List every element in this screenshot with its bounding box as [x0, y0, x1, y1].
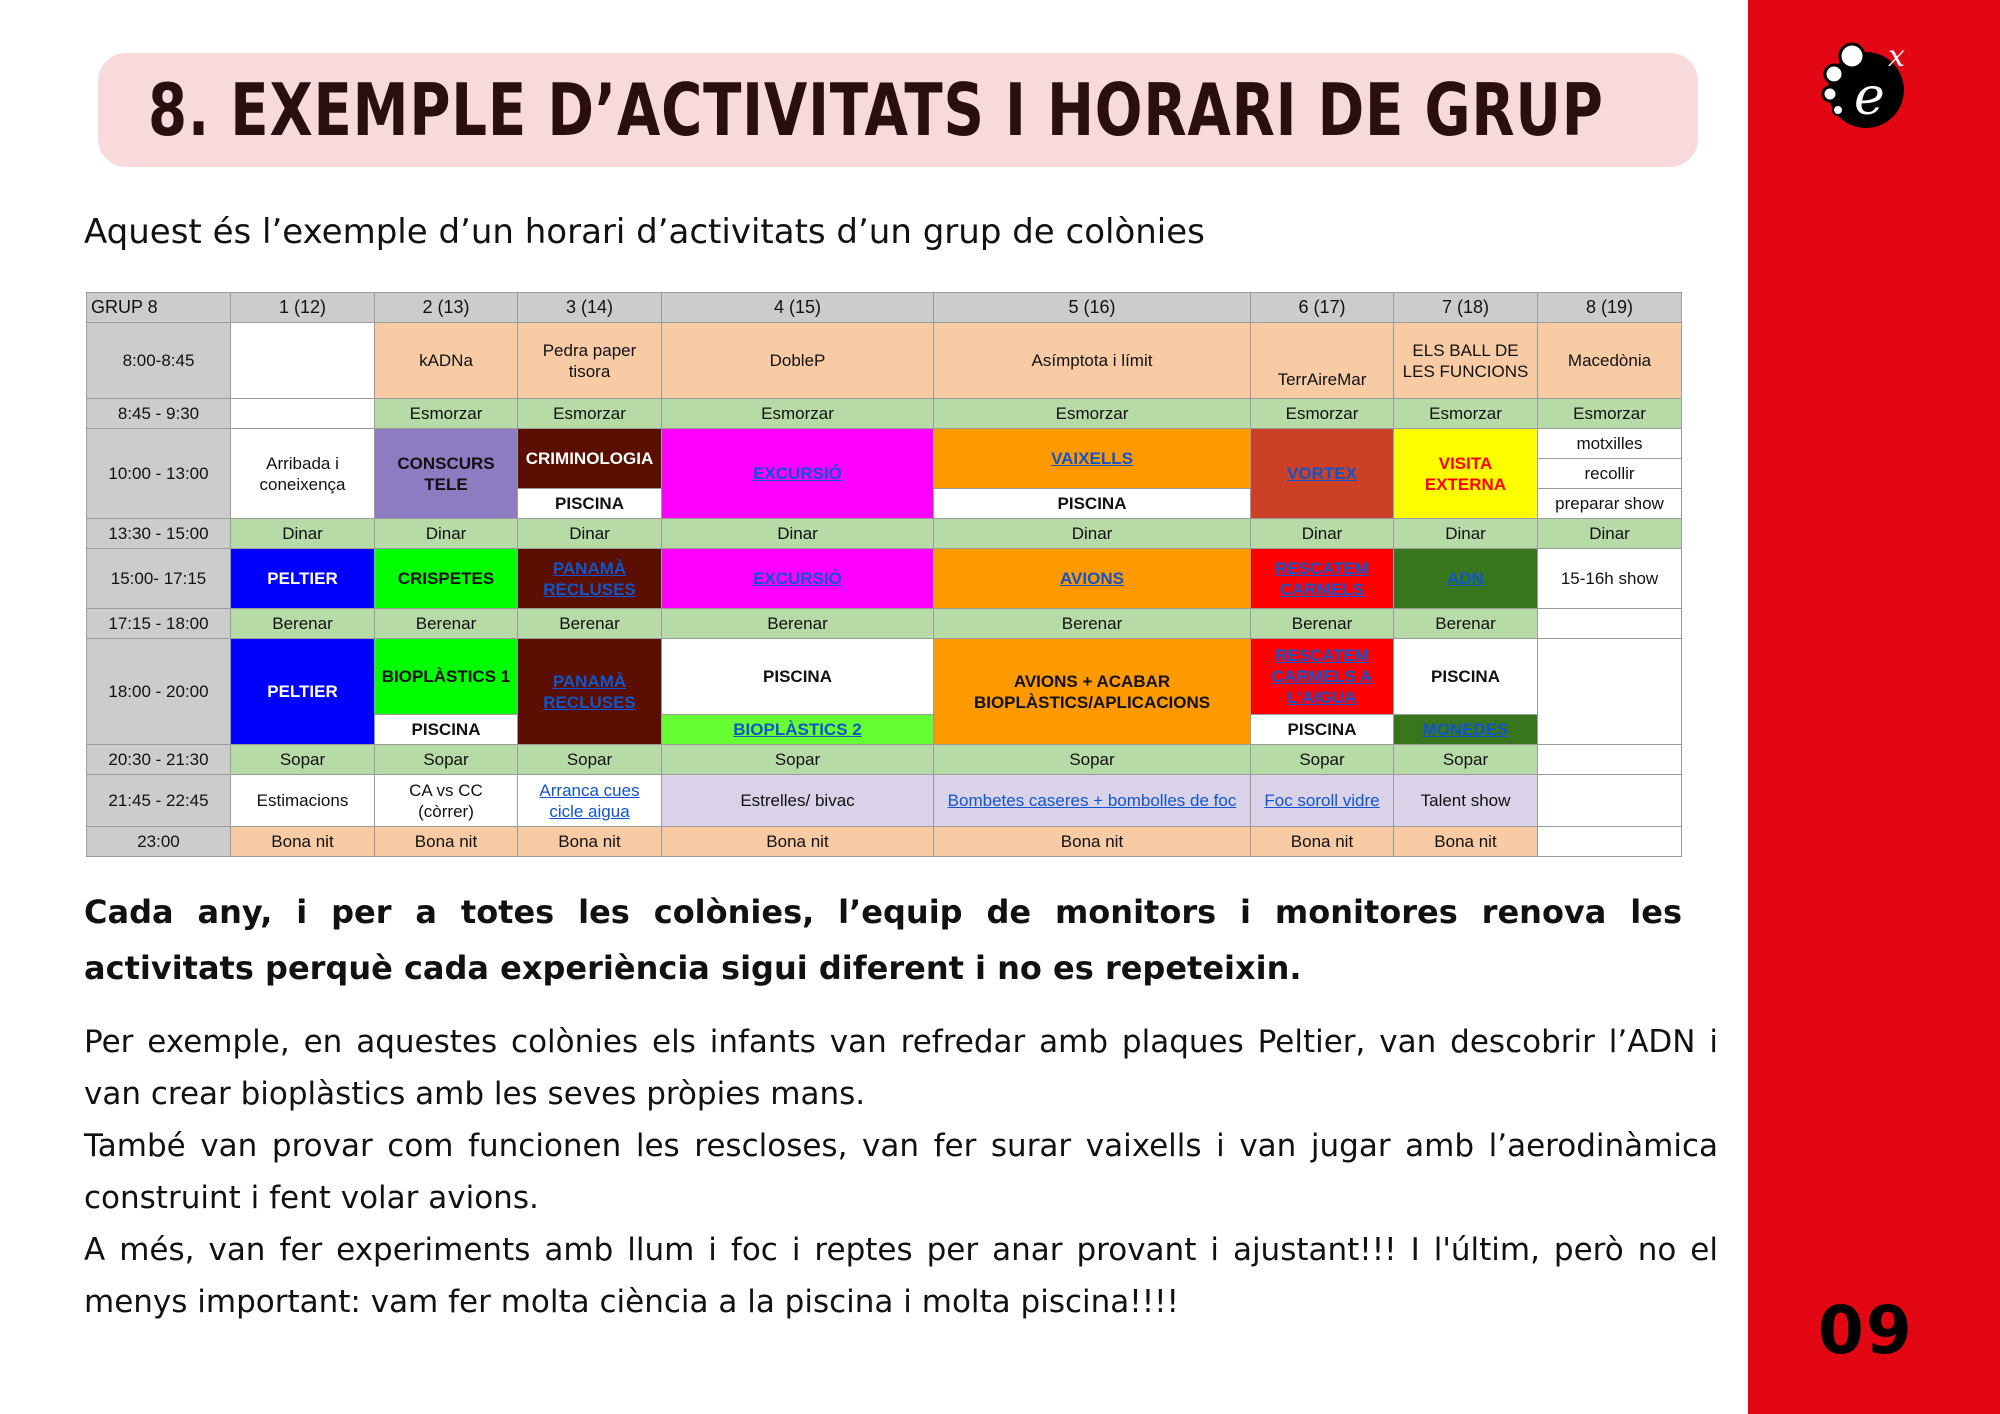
activity-cell: Arribada i coneixença	[231, 429, 375, 519]
svg-text:e: e	[1854, 67, 1885, 127]
day-header: 2 (13)	[375, 293, 518, 323]
activity-link[interactable]: Arranca cues cicle aigua	[539, 780, 640, 821]
activity-cell: PISCINA	[1251, 715, 1394, 745]
meal-cell: Esmorzar	[375, 399, 518, 429]
meal-cell: Esmorzar	[1538, 399, 1682, 429]
page-title: 8. EXEMPLE D’ACTIVITATS I HORARI DE GRUP	[148, 68, 1604, 152]
activity-cell: VISITA EXTERNA	[1394, 429, 1538, 519]
ex-logo-icon	[1818, 38, 1914, 134]
activity-cell: PISCINA	[934, 489, 1251, 519]
schedule-row	[87, 609, 1682, 639]
schedule-row	[87, 323, 1682, 399]
activity-link[interactable]: VAIXELLS	[1051, 449, 1133, 468]
schedule-row	[87, 827, 1682, 857]
activity-cell: motxilles	[1538, 429, 1682, 459]
activity-cell: Talent show	[1394, 775, 1538, 827]
night-cell: Bona nit	[518, 827, 662, 857]
activity-cell: AVIONS + ACABAR BIOPLÀSTICS/APLICACIONS	[934, 639, 1251, 745]
empty-cell	[1538, 639, 1682, 745]
activity-cell	[1394, 715, 1538, 745]
meal-cell: Dinar	[662, 519, 934, 549]
activity-cell	[934, 775, 1251, 827]
activity-cell	[934, 429, 1251, 489]
time-cell: 8:00-8:45	[87, 323, 231, 399]
group-label: GRUP 8	[87, 293, 231, 323]
time-cell: 17:15 - 18:00	[87, 609, 231, 639]
schedule-row	[87, 429, 1682, 459]
activity-link[interactable]: VORTEX	[1287, 464, 1357, 483]
day-header: 8 (19)	[1538, 293, 1682, 323]
activity-link[interactable]: AVIONS	[1060, 569, 1124, 588]
activity-cell	[662, 715, 934, 745]
meal-cell: Esmorzar	[934, 399, 1251, 429]
meal-cell: Berenar	[934, 609, 1251, 639]
activity-link[interactable]: ADN	[1447, 569, 1484, 588]
activity-cell: BIOPLÀSTICS 1	[375, 639, 518, 715]
meal-cell: Berenar	[231, 609, 375, 639]
meal-cell: Sopar	[231, 745, 375, 775]
activity-cell	[662, 429, 934, 519]
schedule-table	[86, 292, 1682, 857]
activity-link[interactable]: Bombetes caseres + bombolles de foc	[947, 791, 1237, 810]
activity-link[interactable]: MONEDES	[1422, 720, 1509, 739]
schedule-row	[87, 639, 1682, 715]
night-cell: Bona nit	[662, 827, 934, 857]
activity-cell: PISCINA	[518, 489, 662, 519]
activity-cell: preparar show	[1538, 489, 1682, 519]
meal-cell: Dinar	[1251, 519, 1394, 549]
meal-cell: Sopar	[375, 745, 518, 775]
meal-cell: Sopar	[934, 745, 1251, 775]
night-cell: Bona nit	[375, 827, 518, 857]
day-header: 7 (18)	[1394, 293, 1538, 323]
activity-cell	[1251, 429, 1394, 519]
schedule-row	[87, 519, 1682, 549]
empty-cell	[1538, 609, 1682, 639]
empty-cell	[231, 323, 375, 399]
schedule-row	[87, 399, 1682, 429]
time-cell: 13:30 - 15:00	[87, 519, 231, 549]
meal-cell: Dinar	[934, 519, 1251, 549]
schedule-header-row	[87, 293, 1682, 323]
activity-cell: PISCINA	[1394, 639, 1538, 715]
activity-cell: Macedònia	[1538, 323, 1682, 399]
meal-cell: Esmorzar	[1251, 399, 1394, 429]
body-text	[84, 1016, 1718, 1328]
activity-cell	[518, 549, 662, 609]
meal-cell: Dinar	[1394, 519, 1538, 549]
activity-cell: PELTIER	[231, 549, 375, 609]
body-paragraph: A més, van fer experiments amb llum i foc i reptes per anar provant i ajustant!!! I l'últim, però no el menys important: vam fer molta ciència a la piscina i molta piscina!!!!	[84, 1232, 1718, 1320]
schedule-row	[87, 549, 1682, 609]
intro-text: Aquest és l’exemple d’un horari d’activitats d’un grup de colònies	[84, 212, 1205, 252]
meal-cell: Berenar	[375, 609, 518, 639]
activity-cell	[662, 549, 934, 609]
day-header: 6 (17)	[1251, 293, 1394, 323]
meal-cell: Dinar	[1538, 519, 1682, 549]
activity-cell	[1251, 549, 1394, 609]
meal-cell: Esmorzar	[518, 399, 662, 429]
activity-cell: kADNa	[375, 323, 518, 399]
empty-cell	[1538, 745, 1682, 775]
schedule-row	[87, 775, 1682, 827]
day-header: 1 (12)	[231, 293, 375, 323]
meal-cell: Berenar	[1394, 609, 1538, 639]
activity-link[interactable]: Foc soroll vidre	[1264, 791, 1380, 810]
activity-cell: TerrAireMar	[1251, 323, 1394, 399]
activity-cell: DobleP	[662, 323, 934, 399]
night-cell: Bona nit	[1251, 827, 1394, 857]
activity-link[interactable]: RESCATEM CARMELS	[1274, 558, 1370, 599]
activity-cell: CRISPETES	[375, 549, 518, 609]
meal-cell: Dinar	[231, 519, 375, 549]
time-cell: 18:00 - 20:00	[87, 639, 231, 745]
body-paragraph: També van provar com funcionen les rescloses, van fer surar vaixells i van jugar amb l’aerodinàmica construint i fent volar avions.	[84, 1128, 1718, 1216]
meal-cell: Sopar	[1394, 745, 1538, 775]
meal-cell: Esmorzar	[662, 399, 934, 429]
meal-cell: Sopar	[518, 745, 662, 775]
time-cell: 23:00	[87, 827, 231, 857]
night-cell: Bona nit	[231, 827, 375, 857]
activity-link[interactable]: EXCURSIÓ	[753, 464, 842, 483]
activity-cell: Estrelles/ bivac	[662, 775, 934, 827]
time-cell: 21:45 - 22:45	[87, 775, 231, 827]
activity-cell: CONSCURS TELE	[375, 429, 518, 519]
activity-cell: recollir	[1538, 459, 1682, 489]
time-cell: 10:00 - 13:00	[87, 429, 231, 519]
time-cell: 15:00- 17:15	[87, 549, 231, 609]
meal-cell: Dinar	[375, 519, 518, 549]
day-header: 3 (14)	[518, 293, 662, 323]
activity-link[interactable]: RESCATEM CARMELS A L’AIGUA	[1271, 646, 1373, 707]
empty-cell	[1538, 827, 1682, 857]
activity-link[interactable]: PANAMÀ RECLUSES	[543, 671, 636, 712]
night-cell: Bona nit	[934, 827, 1251, 857]
activity-cell	[934, 549, 1251, 609]
body-paragraph: Per exemple, en aquestes colònies els infants van refredar amb plaques Peltier, van descobrir l’ADN i van crear bioplàstics amb les seves pròpies mans.	[84, 1024, 1718, 1112]
day-header: 5 (16)	[934, 293, 1251, 323]
meal-cell: Sopar	[662, 745, 934, 775]
highlight-paragraph: Cada any, i per a totes les colònies, l’equip de monitors i monitores renova les activitats perquè cada experiència sigui diferent i no es repeteixin.	[84, 893, 1682, 987]
activity-link[interactable]: EXCURSIÓ	[753, 569, 842, 588]
activity-cell	[518, 639, 662, 745]
meal-cell: Berenar	[1251, 609, 1394, 639]
activity-link[interactable]: BIOPLÀSTICS 2	[733, 720, 862, 739]
schedule-row	[87, 745, 1682, 775]
activity-cell: PISCINA	[662, 639, 934, 715]
activity-cell	[1251, 775, 1394, 827]
time-cell: 8:45 - 9:30	[87, 399, 231, 429]
activity-cell: CRIMINOLOGIA	[518, 429, 662, 489]
activity-cell: Pedra paper tisora	[518, 323, 662, 399]
activity-cell	[1251, 639, 1394, 715]
activity-cell: Asímptota i límit	[934, 323, 1251, 399]
activity-cell: PELTIER	[231, 639, 375, 745]
activity-cell: CA vs CC (còrrer)	[375, 775, 518, 827]
meal-cell: Berenar	[662, 609, 934, 639]
meal-cell: Dinar	[518, 519, 662, 549]
activity-cell: 15-16h show	[1538, 549, 1682, 609]
empty-cell	[1538, 775, 1682, 827]
side-bar	[1748, 0, 2000, 1414]
activity-cell: PISCINA	[375, 715, 518, 745]
activity-cell	[518, 775, 662, 827]
activity-cell	[1394, 549, 1538, 609]
night-cell: Bona nit	[1394, 827, 1538, 857]
activity-cell: ELS BALL DE LES FUNCIONS	[1394, 323, 1538, 399]
day-header: 4 (15)	[662, 293, 934, 323]
svg-text:x: x	[1888, 39, 1905, 74]
time-cell: 20:30 - 21:30	[87, 745, 231, 775]
meal-cell: Esmorzar	[1394, 399, 1538, 429]
empty-cell	[231, 399, 375, 429]
meal-cell: Sopar	[1251, 745, 1394, 775]
activity-link[interactable]: PANAMÀ RECLUSES	[543, 558, 636, 599]
meal-cell: Berenar	[518, 609, 662, 639]
page-number: 09	[1818, 1292, 1914, 1369]
activity-cell: Estimacions	[231, 775, 375, 827]
